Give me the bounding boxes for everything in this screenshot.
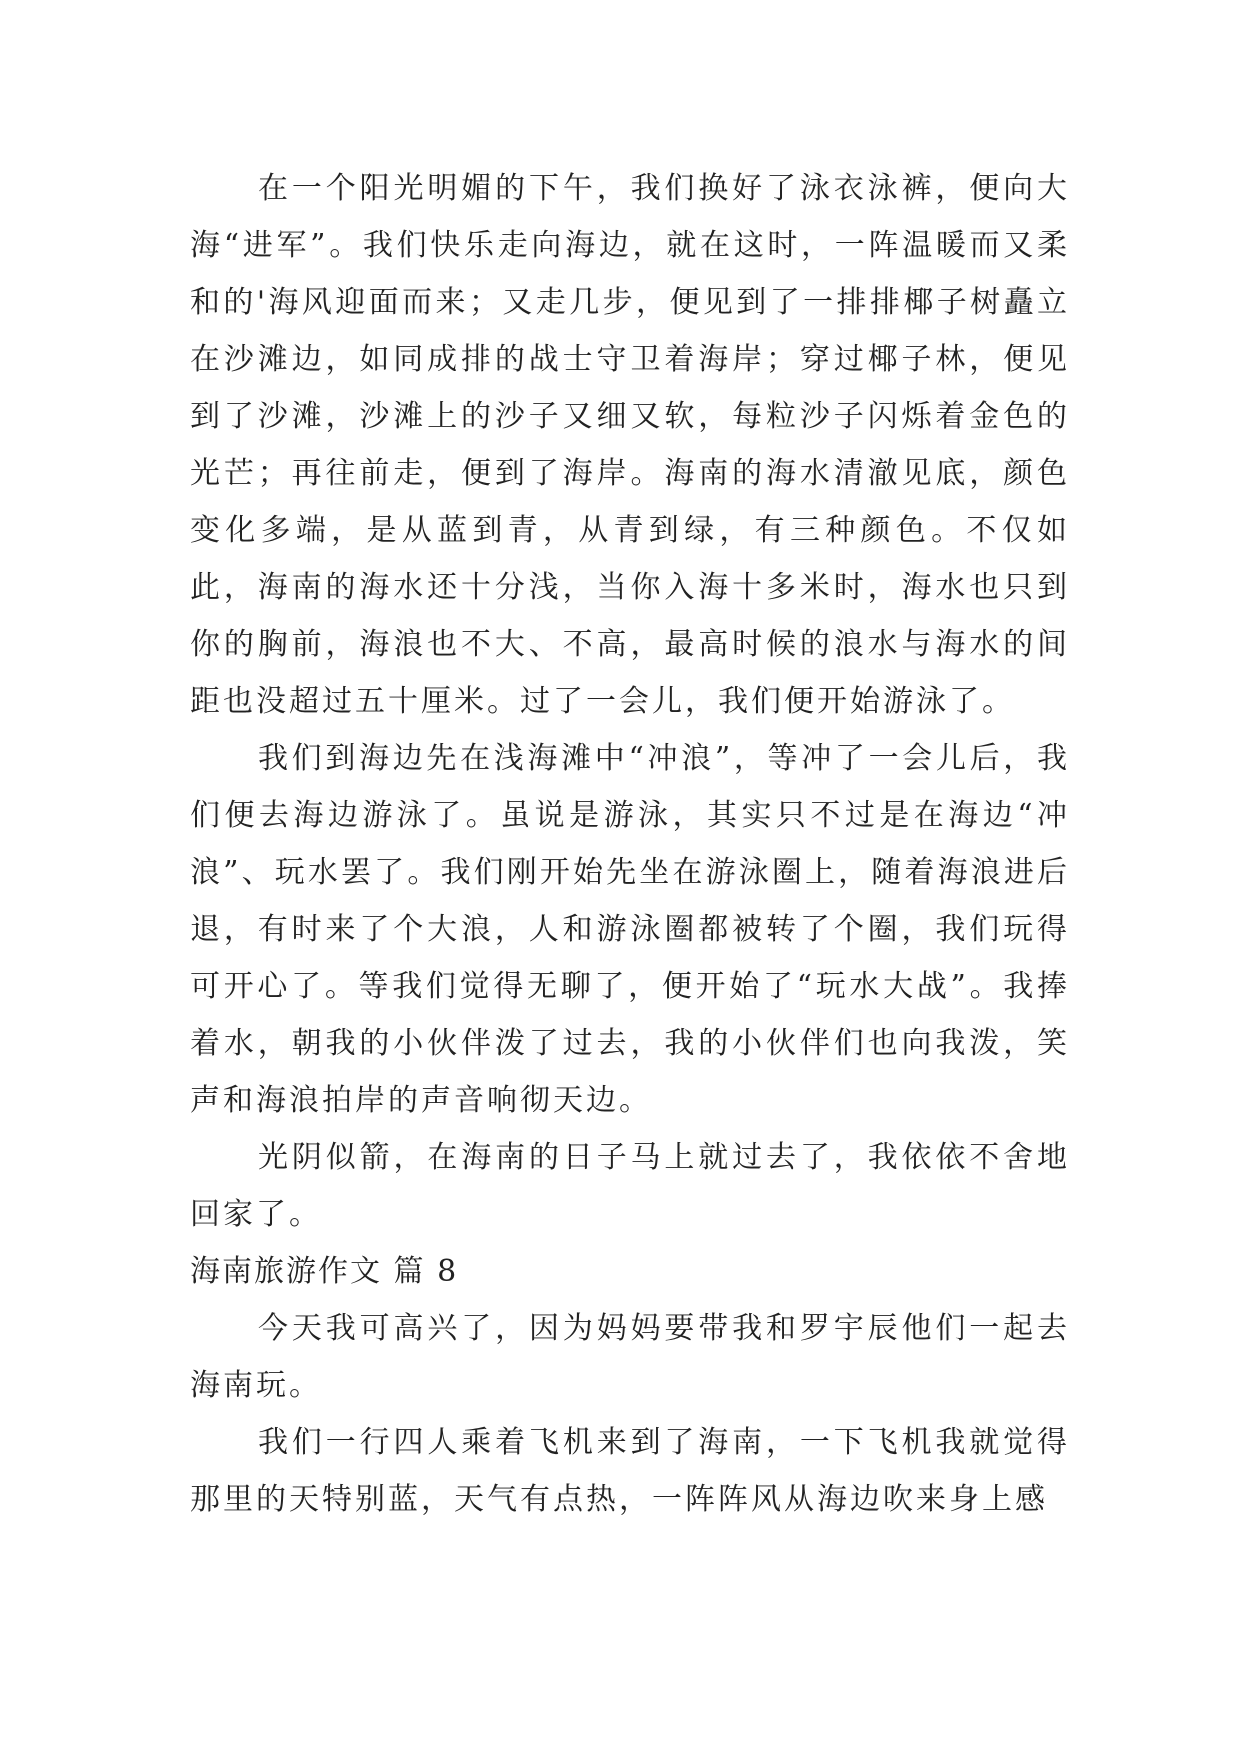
paragraph-happy-today: 今天我可高兴了，因为妈妈要带我和罗宇辰他们一起去海南玩。 <box>190 1311 1070 1403</box>
paragraph-beach-afternoon: 在一个阳光明媚的下午，我们换好了泳衣泳裤，便向大海“进军”。我们快乐走向海边，就在这时，一阵温暖而又柔和的'海风迎面而来；又走几步，便见到了一排排椰子树矗立在沙滩边，如同成排的战士守卫着海岸；穿过椰子林，便见到了沙滩，沙滩上的沙子又细又软，每粒沙子闪烁着金色的光芒；再往前走，便到了海岸。海南的海水清澈见底，颜色变化多端，是从蓝到青，从青到绿，有三种颜色。不仅如此，海南的海水还十分浅，当你入海十多米时，海水也只到你的胸前，海浪也不大、不高，最高时候的浪水与海水的间距也没超过五十厘米。过了一会儿，我们便开始游泳了。 <box>190 171 1070 719</box>
document-body <box>190 160 1070 1528</box>
section-heading: 海南旅游作文 篇 8 <box>190 1254 459 1289</box>
paragraph-surfing: 我们到海边先在浅海滩中“冲浪”，等冲了一会儿后，我们便去海边游泳了。虽说是游泳，其实只不过是在海边“冲浪”、玩水罢了。我们刚开始先坐在游泳圈上，随着海浪进后退，有时来了个大浪，人和游泳圈都被转了个圈，我们玩得可开心了。等我们觉得无聊了，便开始了“玩水大战”。我捧着水，朝我的小伙伴泼了过去，我的小伙伴们也向我泼，笑声和海浪拍岸的声音响彻天边。 <box>190 741 1070 1118</box>
paragraph-going-home: 光阴似箭，在海南的日子马上就过去了，我依依不舍地回家了。 <box>190 1140 1070 1232</box>
paragraph-arrive-hainan: 我们一行四人乘着飞机来到了海南，一下飞机我就觉得那里的天特别蓝，天气有点热，一阵阵风从海边吹来身上感 <box>190 1425 1070 1517</box>
